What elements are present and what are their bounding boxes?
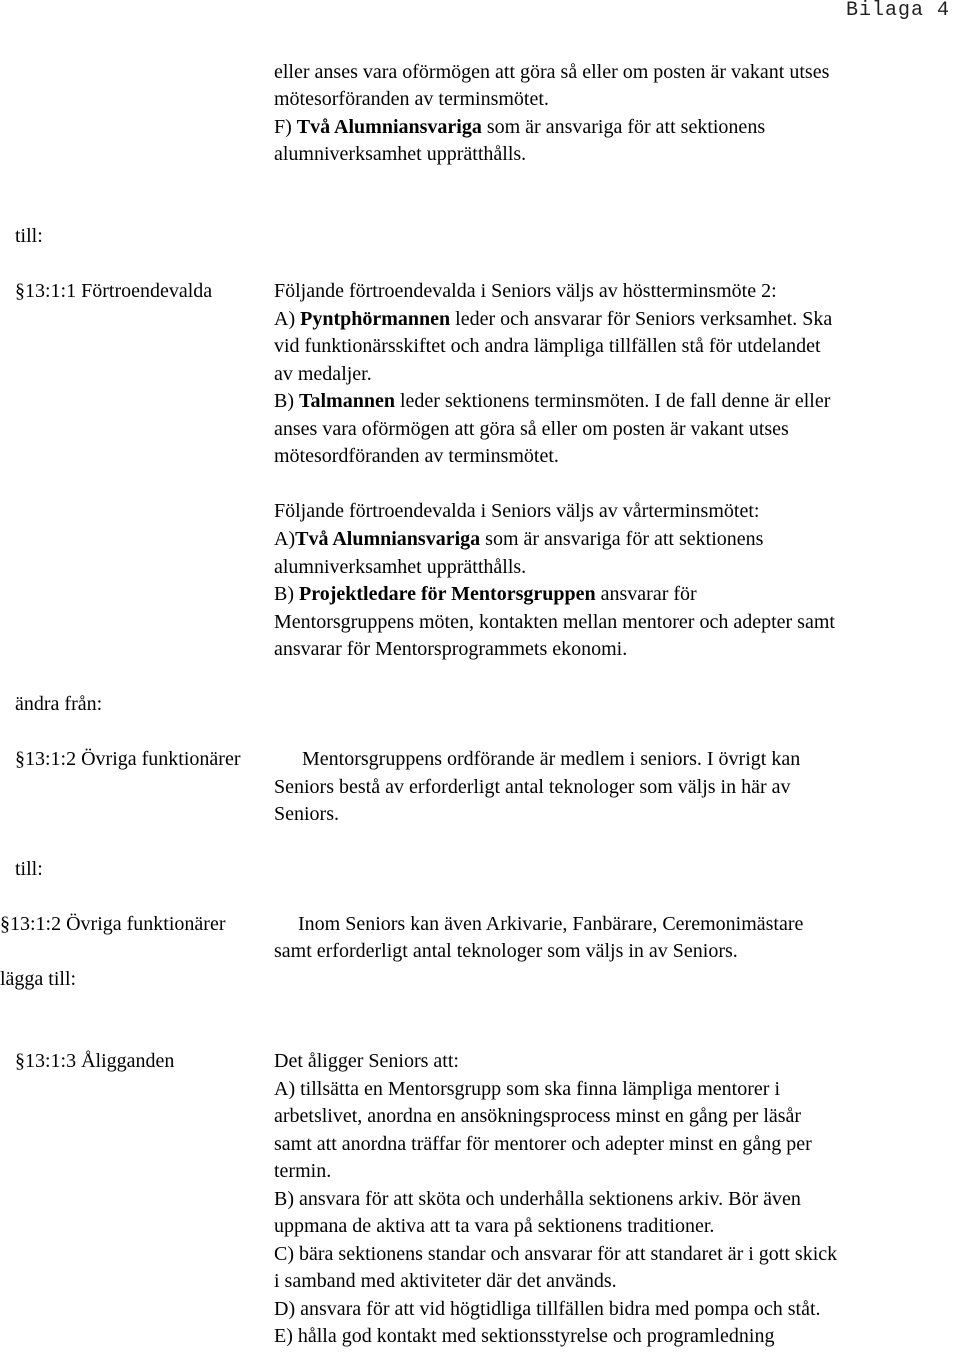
role-name: Projektledare för Mentorsgruppen bbox=[299, 583, 596, 605]
text-line: arbetslivet, anordna en ansökningsprocess minst en gång per läsår bbox=[274, 1105, 802, 1127]
change-label: till: bbox=[15, 858, 43, 880]
text-line bbox=[274, 390, 830, 412]
text-line bbox=[274, 528, 763, 550]
text-line: samt att anordna träffar för mentorer och adepter minst en gång per bbox=[274, 1133, 812, 1155]
text-line: termin. bbox=[274, 1160, 332, 1182]
change-label: till: bbox=[15, 225, 43, 247]
text-run: B) bbox=[274, 583, 299, 605]
text-line: eller anses vara oförmögen att göra så eller om posten är vakant utses bbox=[274, 61, 830, 83]
text-line bbox=[274, 583, 697, 605]
text-line: alumniverksamhet upprätthålls. bbox=[274, 556, 527, 578]
text-line: av medaljer. bbox=[274, 363, 372, 385]
text-run: F) bbox=[274, 116, 297, 138]
text-line: B) ansvara för att sköta och underhålla sektionens arkiv. Bör även bbox=[274, 1188, 801, 1210]
text-line: uppmana de aktiva att ta vara på sektionens traditioner. bbox=[274, 1215, 715, 1237]
change-label: lägga till: bbox=[0, 968, 77, 990]
section-ref: §13:1:2 Övriga funktionärer bbox=[0, 913, 226, 935]
text-line: E) hålla god kontakt med sektionsstyrelse och programledning bbox=[274, 1325, 775, 1347]
section-ref: §13:1:3 Åligganden bbox=[15, 1050, 175, 1072]
text-line: D) ansvara för att vid högtidliga tillfällen bidra med pompa och ståt. bbox=[274, 1298, 821, 1320]
text-line: Seniors bestå av erforderligt antal teknologer som väljs in här av bbox=[274, 776, 791, 798]
role-name: Talmannen bbox=[299, 390, 395, 412]
text-line: ansvarar för Mentorsprogrammets ekonomi. bbox=[274, 638, 628, 660]
role-name: Pyntphörmannen bbox=[300, 308, 451, 330]
page-label: Bilaga 4 bbox=[846, 0, 951, 22]
section-ref: §13:1:1 Förtroendevalda bbox=[15, 280, 213, 302]
text-line: anses vara oförmögen att göra så eller om posten är vakant utses bbox=[274, 418, 789, 440]
text-line: mötesorföranden av terminsmötet. bbox=[274, 88, 549, 110]
text-run: leder sektionens terminsmöten. I de fall denne är eller bbox=[394, 390, 831, 412]
text-line: vid funktionärsskiftet och andra lämpliga tillfällen stå för utdelandet bbox=[274, 335, 821, 357]
text-run: som är ansvariga för att sektionens bbox=[480, 528, 764, 550]
text-line: mötesordföranden av terminsmötet. bbox=[274, 445, 559, 467]
text-line bbox=[274, 116, 765, 138]
section-ref: §13:1:2 Övriga funktionärer bbox=[15, 748, 241, 770]
text-run: B) bbox=[274, 390, 299, 412]
text-line: Seniors. bbox=[274, 803, 339, 825]
text-line: Mentorsgruppens möten, kontakten mellan mentorer och adepter samt bbox=[274, 611, 835, 633]
text-line: Mentorsgruppens ordförande är medlem i seniors. I övrigt kan bbox=[302, 748, 801, 770]
text-line: Följande förtroendevalda i Seniors väljs av höstterminsmöte 2: bbox=[274, 280, 777, 302]
text-run: A) bbox=[274, 528, 296, 550]
change-label: ändra från: bbox=[15, 693, 103, 715]
text-line: samt erforderligt antal teknologer som väljs in av Seniors. bbox=[274, 940, 738, 962]
text-line: Det åligger Seniors att: bbox=[274, 1050, 459, 1072]
text-line: A) tillsätta en Mentorsgrupp som ska finna lämpliga mentorer i bbox=[274, 1078, 780, 1100]
text-run: A) bbox=[274, 308, 301, 330]
text-line: Inom Seniors kan även Arkivarie, Fanbärare, Ceremonimästare bbox=[298, 913, 804, 935]
text-line: Följande förtroendevalda i Seniors väljs av vårterminsmötet: bbox=[274, 500, 760, 522]
text-line: alumniverksamhet upprätthålls. bbox=[274, 143, 527, 165]
text-line: C) bära sektionens standar och ansvarar för att standaret är i gott skick bbox=[274, 1243, 838, 1265]
text-line bbox=[274, 308, 832, 330]
role-name: Två Alumniansvariga bbox=[295, 528, 481, 550]
text-line: i samband med aktiviteter där det används. bbox=[274, 1270, 617, 1292]
text-run: leder och ansvarar för Seniors verksamhet. Ska bbox=[450, 308, 833, 330]
text-run: ansvarar för bbox=[595, 583, 697, 605]
role-name: Två Alumniansvariga bbox=[296, 116, 482, 138]
text-run: som är ansvariga för att sektionens bbox=[481, 116, 766, 138]
